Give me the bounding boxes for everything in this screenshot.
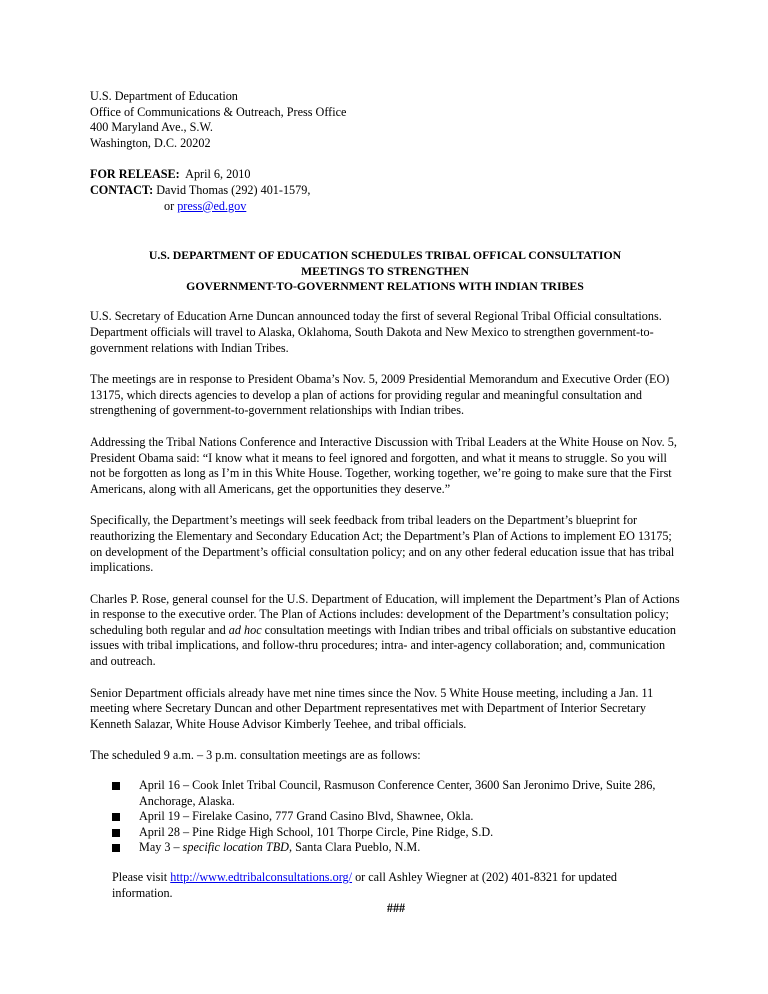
headline-line: GOVERNMENT-TO-GOVERNMENT RELATIONS WITH INDIAN TRIBES [186, 278, 584, 293]
meeting-date: May 3 – [139, 840, 183, 855]
contact-email-line [90, 199, 680, 215]
paragraph: U.S. Secretary of Education Arne Duncan announced today the first of several Regional Tribal Official consultations. Department officials will travel to Alaska, Oklahoma, South Dakota and New Mexico to strengthen government-to-government relations with Indian Tribes. [90, 309, 662, 355]
meeting-list [90, 778, 680, 856]
closing-text: or call Ashley Wiegner at (202) 401-8321 for updated information. [112, 870, 617, 900]
address-line: Office of Communications & Outreach, Press Office [90, 104, 347, 119]
closing-paragraph [90, 870, 680, 901]
closing-text: Please visit [112, 870, 171, 884]
meeting-date: April 16 – [139, 778, 193, 793]
release-block [90, 167, 680, 214]
meeting-text: Pine Ridge High School, 101 Thorpe Circle, Pine Ridge, S.D. [192, 824, 494, 839]
email-link[interactable]: press@ed.gov [177, 198, 247, 213]
paragraph-text: consultation meetings with Indian tribes and tribal officials on substantive education issues with tribal implications, and follow-thru procedures; intra- and inter-agency collaboration; and, communication and outreach. [90, 622, 677, 669]
paragraph: Senior Department officials already have met nine times since the Nov. 5 White House meeting, including a Jan. 11 meeting where Secretary Duncan and other Department representatives met with Department of Interior Secretary Kenneth Salazar, White House Advisor Kimberly Teehee, and tribal officials. [90, 685, 654, 731]
contact-label: CONTACT: [90, 182, 154, 197]
address-line: 400 Maryland Ave., S.W. [90, 120, 213, 135]
consultations-link[interactable]: http://www.edtribalconsultations.org/ [170, 870, 353, 884]
square-bullet-icon [112, 829, 120, 837]
contact-line [90, 183, 680, 199]
or-text: or [164, 198, 178, 213]
italic-text: ad hoc [228, 622, 262, 637]
list-item [112, 809, 680, 825]
headline [90, 248, 680, 294]
paragraph: The meetings are in response to President Obama’s Nov. 5, 2009 Presidential Memorandum and Executive Order (EO) 13175, which directs agencies to develop a plan of actions for providing regular and meaningful consultation and strengthening of government-to-government relationships with Indian tribes. [90, 372, 670, 418]
release-label: FOR RELEASE: [90, 167, 180, 182]
paragraph-text: Charles P. Rose, general counsel for the U.S. Department of Education, will implement the Department’s Plan of Actions in response to the executive order. The Plan of Actions includes: development of the Department’s consultation policy; scheduling both regular and [90, 591, 680, 637]
address-block [90, 89, 680, 151]
headline-line: U.S. DEPARTMENT OF EDUCATION SCHEDULES TRIBAL OFFICAL CONSULTATION [148, 248, 622, 263]
square-bullet-icon [112, 813, 120, 821]
meeting-location-tbd: specific location TBD [182, 840, 289, 855]
list-item [112, 825, 680, 841]
paragraph: The scheduled 9 a.m. – 3 p.m. consultation meetings are as follows: [90, 748, 421, 763]
paragraph [90, 592, 680, 670]
headline-line: MEETINGS TO STRENGTHEN [300, 263, 470, 278]
end-mark: ### [386, 901, 406, 916]
list-item [112, 840, 680, 856]
paragraph: Specifically, the Department’s meetings will seek feedback from tribal leaders on the Department’s blueprint for reauthorizing the Elementary and Secondary Education Act; the Department’s Plan of Actions to implement EO 13175; on development of the Department’s official consultation policy; and on any other federal education issue that has tribal implications. [90, 513, 675, 575]
press-release [90, 89, 680, 917]
meeting-text: , Santa Clara Pueblo, N.M. [288, 840, 421, 855]
square-bullet-icon [112, 844, 120, 852]
contact-text: David Thomas (292) 401-1579, [156, 182, 311, 197]
address-line: Washington, D.C. 20202 [90, 135, 211, 150]
meeting-text: Cook Inlet Tribal Council, Rasmuson Conference Center, 3600 San Jeronimo Drive, Suite 286, Anchorage, Alaska. [139, 778, 656, 808]
paragraph: Addressing the Tribal Nations Conference and Interactive Discussion with Tribal Leaders at the White House on Nov. 5, President Obama said: “I know what it means to feel ignored and forgotten, and what it means to struggle. So you will not be forgotten as long as I’m in this White House. Together, working together, we’re going to make sure that the First Americans, along with all Americans, get the opportunities they deserve.” [90, 434, 677, 496]
meeting-date: April 19 – [139, 809, 193, 824]
release-line [90, 167, 680, 183]
meeting-date: April 28 – [139, 824, 193, 839]
release-date: April 6, 2010 [185, 167, 251, 182]
meeting-text: Firelake Casino, 777 Grand Casino Blvd, Shawnee, Okla. [192, 809, 474, 824]
list-item [112, 778, 680, 809]
square-bullet-icon [112, 782, 120, 790]
address-line: U.S. Department of Education [90, 89, 238, 103]
